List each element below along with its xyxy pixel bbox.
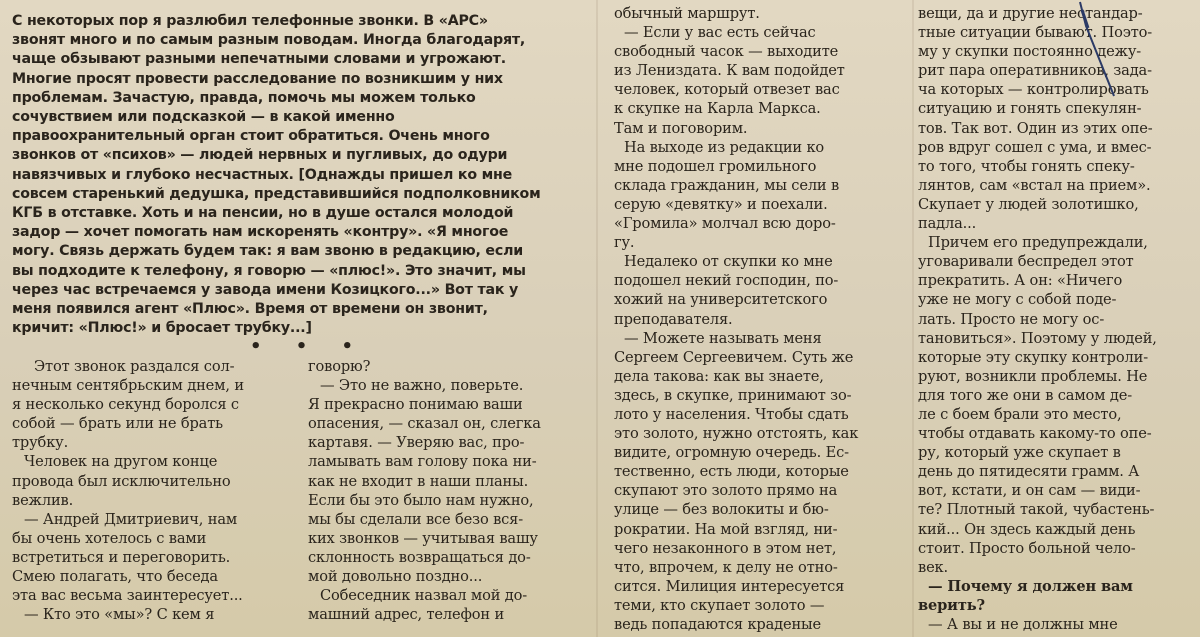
intro-line: чаще обзывают разными непечатными словами и угрожают. xyxy=(12,51,506,68)
text-line: ру, который уже скупает в xyxy=(918,444,1121,462)
text-line: рит пара оперативников, зада- xyxy=(918,62,1152,80)
text-line: — Можете называть меня xyxy=(624,329,822,347)
intro-line: кричит: «Плюс!» и бросает трубку...] xyxy=(12,320,312,337)
text-line: Смею полагать, что беседа xyxy=(12,568,218,586)
text-line: Я прекрасно понимаю ваши xyxy=(308,396,523,414)
intro-line: меня появился агент «Плюс». Время от времени он звонит, xyxy=(12,301,488,318)
text-line: я несколько секунд боролся с xyxy=(12,396,239,414)
text-line: уговаривали беспредел этот xyxy=(918,253,1134,271)
text-line: руют, возникли проблемы. Не xyxy=(918,367,1148,385)
text-line: мне подошел громильного xyxy=(614,157,817,175)
text-line: улице — без волокиты и бю- xyxy=(614,501,829,519)
intro-line: задор — хочет помогать нам искоренять «контру». «Я многое xyxy=(12,224,509,241)
text-line: подошел некий господин, по- xyxy=(614,272,839,290)
intro-line: проблемам. Зачастую, правда, помочь мы можем только xyxy=(12,89,476,106)
text-line: прекратить. А он: «Ничего xyxy=(918,272,1123,290)
text-line: хожий на университетского xyxy=(614,291,828,309)
text-line: ров вдруг сошел с ума, и вмес- xyxy=(918,138,1152,156)
text-line: тановиться». Поэтому у людей, xyxy=(918,329,1157,347)
section-separator: • • • xyxy=(250,336,368,357)
text-line: скупают это золото прямо на xyxy=(614,482,838,500)
text-line: как не входит в наши планы. xyxy=(308,472,529,490)
text-line: склонность возвращаться до- xyxy=(308,548,531,566)
text-line: сится. Милиция интересуется xyxy=(614,577,845,595)
text-line: это золото, нужно отстоять, как xyxy=(614,425,859,443)
text-line: серую «девятку» и поехали. xyxy=(614,195,828,213)
text-line: Человек на другом конце xyxy=(24,453,218,471)
intro-line: правоохранительный орган стоит обратиться. Очень много xyxy=(12,128,490,145)
text-line: Причем его предупреждали, xyxy=(928,234,1148,252)
text-line: Сергеем Сергеевичем. Суть же xyxy=(614,348,854,366)
text-line: На выходе из редакции ко xyxy=(624,138,825,156)
text-line: провода был исключительно xyxy=(12,472,231,490)
text-line: падла... xyxy=(918,215,977,233)
text-line: что, впрочем, к делу не отно- xyxy=(614,558,838,576)
text-line: мой довольно поздно... xyxy=(308,568,483,586)
text-line: здесь, в скупке, принимают зо- xyxy=(614,386,852,404)
article-column-2 xyxy=(308,357,588,624)
text-line: век. xyxy=(918,558,949,576)
text-line: Там и поговорим. xyxy=(614,119,748,137)
text-line: склада гражданин, мы сели в xyxy=(614,176,840,194)
text-line: ведь попадаются краденые xyxy=(614,616,822,633)
text-line: тные ситуации бывают. Поэто- xyxy=(918,24,1153,42)
intro-line: звонков от «психов» — людей нервных и пугливых, до одури xyxy=(12,147,508,164)
text-line: — А вы и не должны мне xyxy=(928,616,1118,633)
text-line: Собеседник назвал мой до- xyxy=(320,587,528,605)
intro-line: КГБ в отставке. Хоть и на пенсии, но в душе остался молодой xyxy=(12,205,514,222)
text-line: свободный часок — выходите xyxy=(614,43,839,61)
text-line: картавя. — Уверяю вас, про- xyxy=(308,434,525,452)
intro-line: Многие просят провести расследование по возникшим у них xyxy=(12,70,503,87)
text-line: ламывать вам голову пока ни- xyxy=(308,453,537,471)
intro-line: звонят много и по самым разным поводам. Иногда благодарят, xyxy=(12,32,526,49)
pen-mark-icon xyxy=(1076,0,1136,110)
text-line: мы бы сделали все безо вся- xyxy=(308,510,523,528)
text-line: теми, кто скупает золото — xyxy=(614,596,825,614)
article-column-1 xyxy=(12,357,288,624)
text-line: чтобы отдавать какому-то опе- xyxy=(918,425,1152,443)
intro-line: могу. Связь держать будем так: я вам звоню в редакцию, если xyxy=(12,243,523,260)
text-line: — Это не важно, поверьте. xyxy=(320,377,524,395)
text-line: кий... Он здесь каждый день xyxy=(918,520,1136,538)
intro-line: навязчивых и глубоко несчастных. [Однажды пришел ко мне xyxy=(12,166,513,183)
text-line: Если бы это было нам нужно, xyxy=(308,491,534,509)
text-line: машний адрес, телефон и xyxy=(308,606,505,624)
text-line: нечным сентябрьским днем, и xyxy=(12,377,244,395)
text-line: то того, чтобы гонять спеку- xyxy=(918,157,1135,175)
text-line: собой — брать или не брать xyxy=(12,415,223,433)
text-line: трубку. xyxy=(12,434,69,452)
text-line: лото у населения. Чтобы сдать xyxy=(614,405,849,423)
intro-block xyxy=(12,12,594,338)
text-line: чего незаконного в этом нет, xyxy=(614,539,837,557)
text-line: преподавателя. xyxy=(614,310,733,328)
column-rule xyxy=(912,0,914,637)
text-line: уже не могу с собой поде- xyxy=(918,291,1117,309)
text-line: — Андрей Дмитриевич, нам xyxy=(24,510,238,528)
text-line: к скупке на Карла Маркса. xyxy=(614,100,821,118)
text-line: Этот звонок раздался сол- xyxy=(34,358,235,375)
text-line: те? Плотный такой, чубастень- xyxy=(918,501,1155,519)
text-line: эта вас весьма заинтересует... xyxy=(12,587,243,605)
text-line: — Если у вас есть сейчас xyxy=(624,24,816,42)
text-line: вежлив. xyxy=(12,491,74,509)
text-line: видите, огромную очередь. Ес- xyxy=(614,444,849,462)
text-line: «Громила» молчал всю доро- xyxy=(614,215,836,233)
text-line: человек, который отвезет вас xyxy=(614,81,840,99)
text-line: гу. xyxy=(614,234,635,252)
text-line: дела такова: как вы знаете, xyxy=(614,367,824,385)
text-line: тов. Так вот. Один из этих опе- xyxy=(918,119,1153,137)
text-line: Недалеко от скупки ко мне xyxy=(624,253,833,271)
text-line: для того же они в самом де- xyxy=(918,386,1132,404)
article-column-4 xyxy=(918,4,1198,634)
text-line: ситуацию и гонять спекулян- xyxy=(918,100,1142,118)
intro-line: сочувствием или подсказкой — в какой именно xyxy=(12,109,395,126)
text-line: вот, кстати, и он сам — види- xyxy=(918,482,1141,500)
text-line: лянтов, сам «встал на прием». xyxy=(918,176,1151,194)
text-line: день до пятидесяти грамм. А xyxy=(918,463,1140,481)
text-line: вещи, да и другие нестандар- xyxy=(918,5,1143,22)
text-line: ких звонков — учитывая вашу xyxy=(308,529,538,547)
text-line: из Лениздата. К вам подойдет xyxy=(614,62,845,80)
article-column-3 xyxy=(614,4,904,634)
text-line: — Кто это «мы»? С кем я xyxy=(24,606,215,624)
text-line: говорю? xyxy=(308,358,371,375)
intro-line: С некоторых пор я разлюбил телефонные звонки. В «АРС» xyxy=(12,13,488,29)
text-line: тественно, есть люди, которые xyxy=(614,463,849,481)
text-line: опасения, — сказал он, слегка xyxy=(308,415,541,433)
text-line: ле с боем брали это место, xyxy=(918,405,1122,423)
text-line: му у скупки постоянно дежу- xyxy=(918,43,1142,61)
text-line: обычный маршрут. xyxy=(614,5,760,22)
text-line: ча которых — контролировать xyxy=(918,81,1149,99)
text-line: — Почему я должен вам xyxy=(928,577,1133,595)
text-line: бы очень хотелось с вами xyxy=(12,529,207,547)
intro-line: через час встречаемся у завода имени Козицкого...» Вот так у xyxy=(12,281,519,298)
intro-line: совсем старенький дедушка, представившийся подполковником xyxy=(12,185,541,202)
text-line: встретиться и переговорить. xyxy=(12,548,231,566)
text-line: рократии. На мой взгляд, ни- xyxy=(614,520,838,538)
column-rule xyxy=(596,0,598,637)
text-line: Скупает у людей золотишко, xyxy=(918,195,1139,213)
text-line: стоит. Просто больной чело- xyxy=(918,539,1136,557)
intro-line: вы подходите к телефону, я говорю — «плюс!». Это значит, мы xyxy=(12,262,526,279)
text-line: которые эту скупку контроли- xyxy=(918,348,1148,366)
text-line: лать. Просто не могу ос- xyxy=(918,310,1105,328)
text-line: верить? xyxy=(918,596,985,614)
